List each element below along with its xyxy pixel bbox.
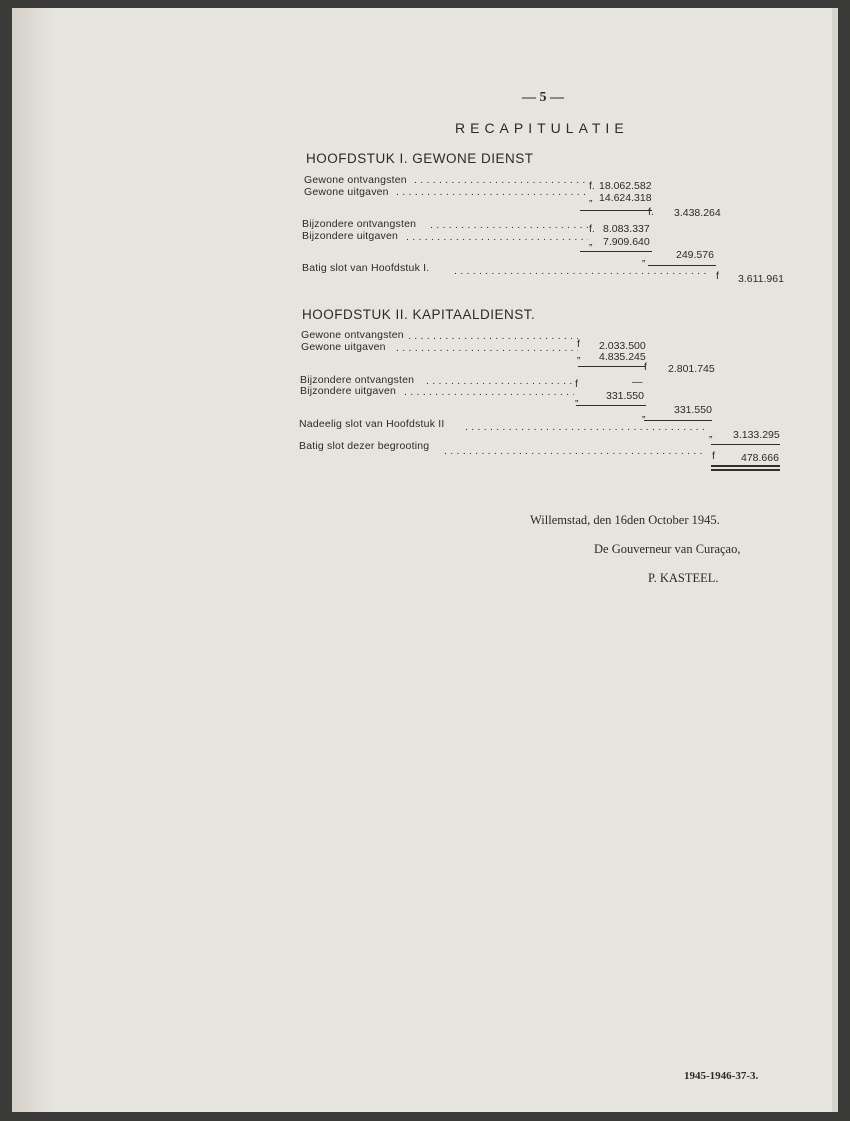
ch2-bijz-uitgaven-currency: „ bbox=[575, 392, 579, 404]
ch2-bijz-uitgaven-value: 331.550 bbox=[606, 390, 644, 402]
ch2-gewone-uitgaven-label: Gewone uitgaven bbox=[301, 341, 386, 353]
page-title: RECAPITULATIE bbox=[455, 120, 629, 136]
ch2-bijz-ontvangsten-label: Bijzondere ontvangsten bbox=[300, 374, 415, 386]
ch1-gewone-uitgaven-label: Gewone uitgaven bbox=[304, 186, 389, 198]
ch2-slot-value: 3.133.295 bbox=[733, 429, 780, 441]
ch2-slot-label: Nadeelig slot van Hoofdstuk II bbox=[299, 418, 445, 430]
ch2-bijz-saldo-currency: „ bbox=[642, 408, 646, 420]
ch2-gewone-uitgaven-value: 4.835.245 bbox=[599, 351, 646, 363]
total-value: 478.666 bbox=[741, 452, 779, 464]
ch2-gewone-uitgaven-currency: „ bbox=[577, 349, 581, 361]
total-double-rule-1 bbox=[711, 465, 780, 467]
ch2-gewone-ontvangsten-value: 2.033.500 bbox=[599, 340, 646, 352]
ch1-slot-label: Batig slot van Hoofdstuk I. bbox=[302, 262, 430, 274]
ch2-bijz-saldo-value: 331.550 bbox=[674, 404, 712, 416]
ch1-bijz-saldo-value: 249.576 bbox=[676, 249, 714, 261]
ch1-bijz-uitgaven-value: 7.909.640 bbox=[603, 236, 650, 248]
ch1-bijz-uitgaven-currency: „ bbox=[589, 236, 593, 248]
ch1-bijz-ontvangsten-value: 8.083.337 bbox=[603, 223, 650, 235]
ch2-gewone-rule bbox=[578, 366, 646, 367]
ch2-bijz-ontvangsten-value: — bbox=[632, 376, 643, 388]
ch1-gewone-ontvangsten-value: 18.062.582 bbox=[599, 180, 652, 192]
ch2-slot-currency: „ bbox=[709, 428, 713, 440]
total-rule bbox=[711, 444, 780, 445]
ch1-gewone-uitgaven-currency: „ bbox=[589, 192, 593, 204]
ch1-bijz-uitgaven-label: Bijzondere uitgaven bbox=[302, 230, 399, 242]
ch2-bijz-ontvangsten-currency: f bbox=[575, 378, 578, 390]
signature-name: P. KASTEEL. bbox=[648, 571, 719, 585]
total-currency: f bbox=[712, 450, 715, 462]
signature-place-date: Willemstad, den 16den October 1945. bbox=[530, 513, 720, 527]
total-label: Batig slot dezer begrooting bbox=[299, 440, 430, 452]
ch1-gewone-ontvangsten-currency: f. bbox=[589, 180, 595, 192]
ch2-bijz-uitgaven-label: Bijzondere uitgaven bbox=[300, 385, 397, 397]
ch1-slot-currency: f bbox=[716, 270, 719, 282]
page-number: — 5 — bbox=[522, 90, 564, 105]
ch2-gewone-saldo-value: 2.801.745 bbox=[668, 363, 715, 375]
ch1-slot-value: 3.611.961 bbox=[738, 273, 784, 285]
document-reference: 1945-1946-37-3. bbox=[684, 1070, 759, 1082]
ch1-gewone-ontvangsten-label: Gewone ontvangsten bbox=[304, 174, 407, 186]
signature-role: De Gouverneur van Curaçao, bbox=[594, 542, 741, 556]
chapter1-heading: HOOFDSTUK I. GEWONE DIENST bbox=[306, 151, 534, 166]
ch1-bijz-ontvangsten-currency: f. bbox=[589, 223, 595, 235]
ch2-bijz-rule bbox=[576, 405, 646, 406]
chapter2-heading: HOOFDSTUK II. KAPITAALDIENST. bbox=[302, 307, 536, 322]
ch2-gewone-saldo-currency: f bbox=[644, 361, 647, 373]
ch1-gewone-uitgaven-value: 14.624.318 bbox=[599, 192, 652, 204]
ch2-gewone-ontvangsten-currency: f bbox=[577, 338, 580, 350]
total-double-rule-2 bbox=[711, 469, 780, 471]
ch1-gewone-saldo-value: 3.438.264 bbox=[674, 207, 721, 219]
document-page bbox=[12, 8, 838, 1112]
ch1-gewone-saldo-currency: f. bbox=[648, 206, 654, 218]
ch1-gewone-rule bbox=[580, 210, 652, 211]
ch1-bijz-saldo-currency: „ bbox=[642, 252, 646, 264]
ch1-bijz-ontvangsten-label: Bijzondere ontvangsten bbox=[302, 218, 417, 230]
ch2-gewone-ontvangsten-label: Gewone ontvangsten bbox=[301, 329, 404, 341]
